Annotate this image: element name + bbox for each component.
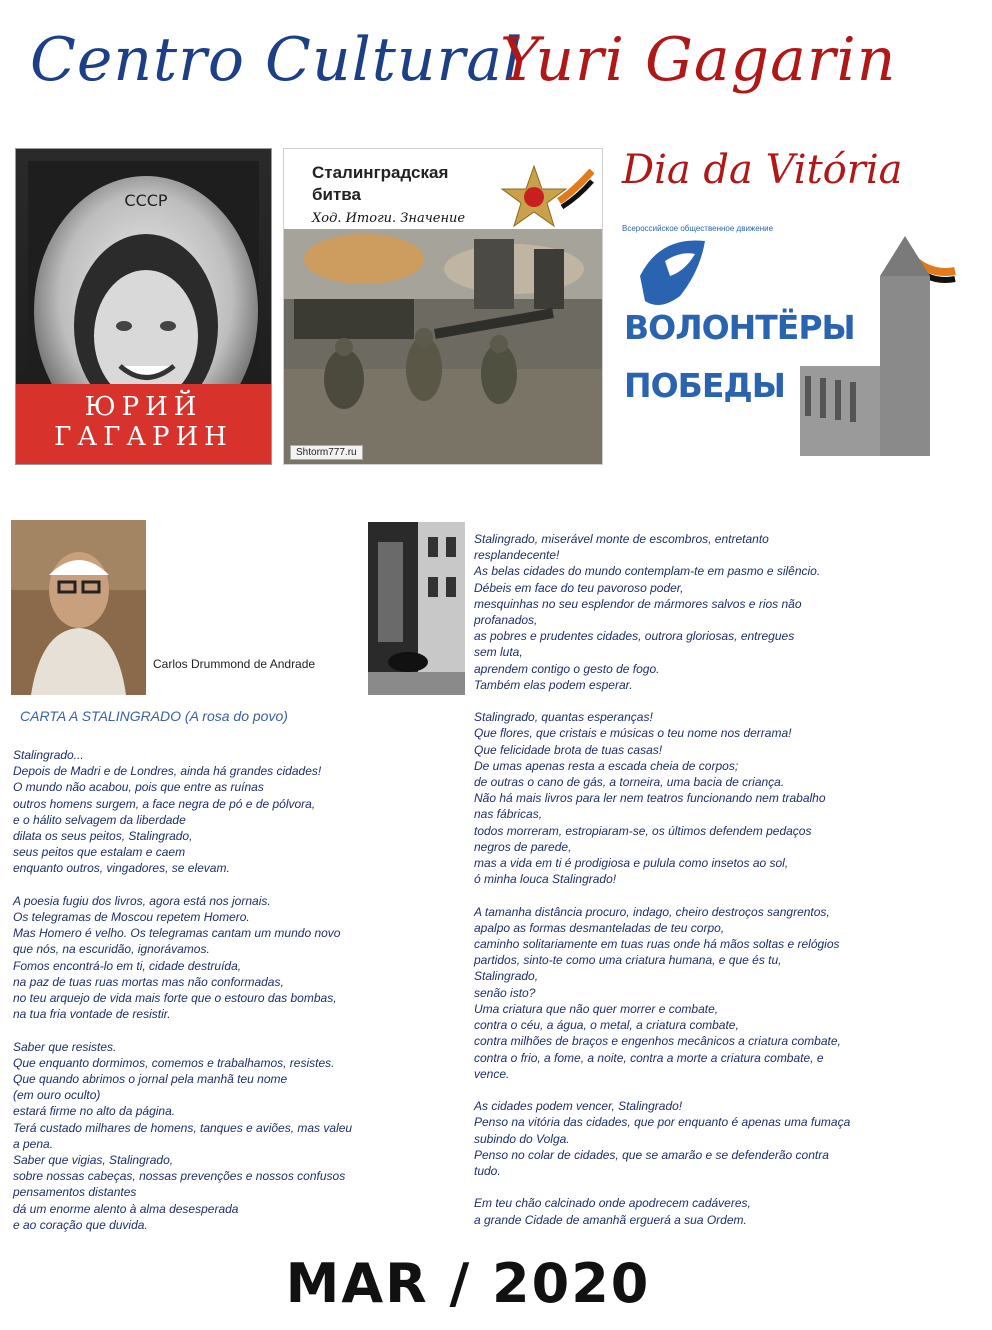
poem-line: ó minha louca Stalingrado!	[474, 872, 617, 887]
poem-line: Mas Homero é velho. Os telegramas cantam um mundo novo	[13, 926, 341, 941]
stalingrad-title-line2: битва	[312, 185, 361, 204]
battle-scene-illustration	[284, 229, 602, 464]
poem-line: mesquinhas no seu esplendor de mármores salvos e rios não	[474, 596, 802, 611]
poem-line: nas fábricas,	[474, 807, 543, 822]
poem-line: (em ouro oculto)	[13, 1088, 101, 1103]
author-caption: Carlos Drummond de Andrade	[153, 657, 316, 671]
svg-text:CCCP: CCCP	[124, 191, 168, 210]
poem-line: Que enquanto dormimos, comemos e trabalhamos, resistes.	[13, 1055, 335, 1070]
poem-line: enquanto outros, vingadores, se elevam.	[13, 861, 230, 876]
poem-line: As cidades podem vencer, Stalingrado!	[474, 1099, 683, 1114]
poem-line: Penso no colar de cidades, que se amarão e se defenderão contra	[474, 1147, 829, 1162]
poem-line: aprendem contigo o gesto de fogo.	[474, 661, 660, 676]
poem-line: tudo.	[474, 1163, 501, 1178]
volunteers-of-victory-image	[610, 216, 960, 462]
poem-column-left	[13, 747, 453, 1233]
poem-line: todos morreram, estropiaram-se, os últimos defendem pedaços	[474, 823, 812, 838]
poem-line: outros homens surgem, a face negra de pó e de pólvora,	[13, 796, 316, 811]
volunteers-word2: ПОБЕДЫ	[624, 366, 785, 405]
poem-line: Fomos encontrá-lo em ti, cidade destruída,	[13, 958, 242, 973]
poem-line: subindo do Volga.	[474, 1131, 570, 1146]
site-watermark-tag: Shtorm777.ru	[290, 445, 363, 460]
poem-line: mas a vida em ti é prodigiosa e pulula como insetos ao sol,	[474, 856, 789, 871]
poem-line: contra o frio, a fome, a noite, contra a morte a criatura combate, e	[474, 1050, 824, 1065]
title-yuri-gagarin: Yuri Gagarin	[500, 25, 897, 95]
poem-line	[13, 877, 453, 893]
poem-line: Não há mais livros para ler nem teatros funcionando nem trabalho	[474, 791, 826, 806]
poem-line: resplandecente!	[474, 548, 560, 563]
poem-column-right	[474, 531, 974, 1228]
poem-line: caminho solitariamente em tuas ruas onde há mãos soltas e relógios	[474, 937, 840, 952]
poem-line: estará firme no alto da página.	[13, 1104, 176, 1119]
poem-line: apalpo as formas desmanteladas de teu corpo,	[474, 920, 725, 935]
book-title-line2: ГАГАРИН	[54, 422, 233, 452]
poem-line: pensamentos distantes	[13, 1185, 137, 1200]
gagarin-book-cover-image	[15, 148, 272, 465]
poem-line: Penso na vitória das cidades, que por enquanto é apenas uma fumaça	[474, 1115, 851, 1130]
stalingrad-title	[312, 162, 448, 206]
stalingrad-ruins-photo	[368, 522, 465, 695]
poem-line: na paz de tuas ruas mortas mas não conformadas,	[13, 974, 284, 989]
poem-line: partidos, sinto-te como uma criatura humana, e que és tu,	[474, 953, 782, 968]
poem-line: Que flores, que cristais e músicas o teu nome nos derrama!	[474, 726, 792, 741]
poem-line: As belas cidades do mundo contemplam-te em pasmo e silêncio.	[474, 564, 821, 579]
poem-title: CARTA A STALINGRADO (A rosa do povo)	[20, 708, 288, 724]
poem-line	[474, 1179, 974, 1195]
poem-line: A poesia fugiu dos livros, agora está nos jornais.	[13, 893, 271, 908]
poet-portrait-photo	[11, 520, 146, 695]
poem-line: De umas apenas resta a escada cheia de corpos;	[474, 758, 739, 773]
poem-line: Que quando abrimos o jornal pela manhã teu nome	[13, 1072, 288, 1087]
stalingrad-subtitle: Ход. Итоги. Значение	[312, 211, 466, 226]
stalingrad-title-line1: Сталинградская	[312, 163, 449, 182]
poem-line: Stalingrado, quantas esperanças!	[474, 710, 653, 725]
poem-line: Uma criatura que não quer morrer e combate,	[474, 1001, 719, 1016]
poem-line: O mundo não acabou, pois que entre as ruínas	[13, 780, 264, 795]
poem-line: Débeis em face do teu pavoroso poder,	[474, 580, 684, 595]
stalingrad-battle-image	[283, 148, 603, 465]
title-centro-cultural: Centro Cultural	[30, 25, 524, 95]
poem-line: e ao coração que duvida.	[13, 1217, 148, 1232]
victory-star-ribbon-icon	[474, 161, 594, 231]
poem-line: Terá custado milhares de homens, tanques e aviões, mas valeu	[13, 1120, 353, 1135]
poem-line: Stalingrado...	[13, 748, 84, 762]
poem-line: a pena.	[13, 1136, 54, 1151]
volunteers-word1: ВОЛОНТЁРЫ	[624, 308, 855, 347]
poem-line: Saber que resistes.	[13, 1039, 117, 1054]
poem-line: Também elas podem esperar.	[474, 677, 633, 692]
book-title-line1: ЮРИЙ	[84, 392, 203, 422]
poem-line: contra o céu, a água, o metal, a criatura combate,	[474, 1018, 739, 1033]
footer-date: MAR / 2020	[285, 1252, 651, 1315]
poem-line	[474, 1082, 974, 1098]
poem-line: Que felicidade brota de tuas casas!	[474, 742, 663, 757]
subtitle-dia-da-vitoria: Dia da Vitória	[622, 147, 903, 193]
poem-line: de outras o cano de gás, a torneira, uma bacia de criança.	[474, 775, 785, 790]
poem-line: as pobres e prudentes cidades, outrora gloriosas, entregues	[474, 629, 795, 644]
poem-line: profanados,	[474, 613, 538, 628]
poem-line: Stalingrado, miserável monte de escombros, entretanto	[474, 532, 769, 546]
poem-line	[13, 1022, 453, 1038]
poem-line: sem luta,	[474, 645, 523, 660]
poem-line: na tua fria vontade de resistir.	[13, 1007, 171, 1022]
poem-line: vence.	[474, 1066, 510, 1081]
poem-line: Saber que vigias, Stalingrado,	[13, 1153, 174, 1168]
poem-line: Em teu chão calcinado onde apodrecem cadáveres,	[474, 1196, 751, 1211]
poem-line: Depois de Madri e de Londres, ainda há grandes cidades!	[13, 764, 322, 779]
poem-line: A tamanha distância procuro, indago, cheiro destroços sangrentos,	[474, 904, 830, 919]
poem-line: a grande Cidade de amanhã erguerá a sua Ordem.	[474, 1212, 747, 1227]
poem-line: dá um enorme alento à alma desesperada	[13, 1201, 239, 1216]
poem-line: Os telegramas de Moscou repetem Homero.	[13, 910, 250, 925]
poem-line: contra milhões de braços e engenhos mecânicos a criatura combate,	[474, 1034, 841, 1049]
poem-line: dilata os seus peitos, Stalingrado,	[13, 829, 193, 844]
poem-line: senão isto?	[474, 985, 536, 1000]
poem-line: e o hálito selvagem da liberdade	[13, 812, 186, 827]
poem-line: Stalingrado,	[474, 969, 539, 984]
poem-line: negros de parede,	[474, 839, 572, 854]
poem-line	[474, 693, 974, 709]
poem-line: sobre nossas cabeças, nossas prevenções e nossos confusos	[13, 1169, 346, 1184]
volunteers-arc-text: Всероссийское общественное движение	[622, 224, 774, 233]
book-title-band	[16, 384, 271, 464]
poem-line: seus peitos que estalam e caem	[13, 845, 186, 860]
poem-line: que nós, na escuridão, ignorávamos.	[13, 942, 210, 957]
poem-line	[474, 887, 974, 903]
poem-line: no teu arquejo de vida mais forte que o estouro das bombas,	[13, 991, 337, 1006]
